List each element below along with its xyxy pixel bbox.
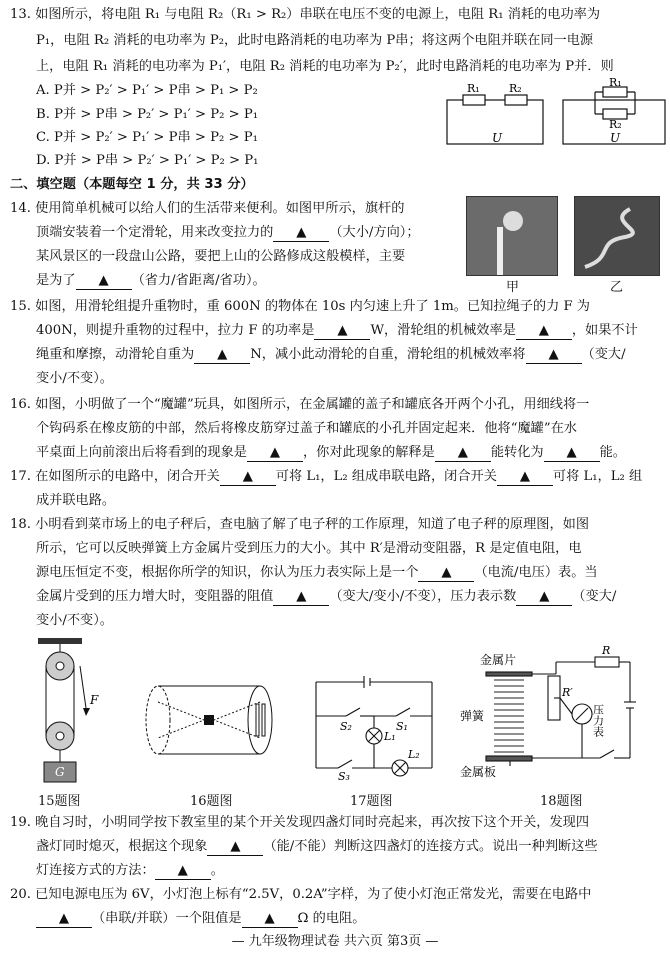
answer-blank: ▲ (516, 323, 572, 340)
answer-blank: ▲ (220, 469, 276, 486)
metal-sheet-label: 金属片 (480, 653, 517, 667)
answer-blank: ▲ (526, 347, 582, 364)
fig16-caption: 16题图 (190, 794, 233, 809)
lamp-l2-label: L₂ (408, 748, 420, 761)
answer-blank: ▲ (418, 565, 474, 582)
answer-blank: ▲ (497, 469, 553, 486)
q17-line1: 17. 在如图所示的电路中，闭合开关 ▲ 可将 L₁，L₂ 组成串联电路，闭合开关 ▲ 可将 L₁，L₂ 组 (10, 469, 643, 484)
q13-circuits-figure (445, 76, 670, 152)
answer-blank: ▲ (36, 911, 92, 928)
q13-line1: 13. 如图所示，将电阻 R₁ 与电阻 R₂（R₁ > R₂）串联在电压不变的电源上，电阻 R₁ 消耗的电功率为 (10, 7, 601, 22)
switch-s1-label: S₁ (396, 720, 408, 733)
answer-blank: ▲ (273, 589, 329, 606)
photo-mountain-road (574, 196, 660, 276)
weight-g-label: G (55, 765, 65, 779)
parallel-r2-label: R₂ (609, 118, 622, 131)
q14-line3: 某风景区的一段盘山公路，要把上山的公路修成这般模样，主要 (36, 249, 406, 264)
fig15-caption: 15题图 (38, 794, 81, 809)
photo-flagpole-pulley (466, 196, 558, 276)
q18-line3: 源电压恒定不变，根据你所学的知识，你认为压力表实际上是一个 ▲ （电流/电压）表。当 (36, 565, 598, 580)
section-fill-in-title: 二、填空题（本题每空 1 分，共 33 分） (10, 177, 254, 192)
fig17-caption: 17题图 (350, 794, 393, 809)
q13-option-d: D. P并 > P串 > P₂′ > P₁′ > P₂ > P₁ (36, 153, 259, 168)
q20-line2: ▲ （串联/并联）一个阻值是 ▲ Ω 的电阻。 (36, 908, 365, 930)
q14-line1: 14. 使用简单机械可以给人们的生活带来便利。如图甲所示，旗杆的 (10, 201, 405, 216)
q16-line1: 16. 如图，小明做了一个“魔罐”玩具，如图所示，在金属罐的盖子和罐底各开两个小孔，用细线将一 (10, 397, 590, 412)
q15-line4: 变小/不变）。 (36, 371, 113, 386)
q19-line3: 灯连接方式的方法： ▲ 。 (36, 863, 224, 878)
series-u-label: U (492, 131, 503, 145)
answer-blank: ▲ (194, 347, 250, 364)
fig16-magic-can (140, 680, 280, 760)
rheostat-rprime-label: R′ (562, 686, 573, 699)
spring-label: 弹簧 (460, 709, 485, 723)
q15-line2: 400N，则提升重物的过程中，拉力 F 的功率是 ▲ W，滑轮组的机械效率是 ▲ ，如果不计 (36, 323, 638, 338)
parallel-u-label: U (610, 131, 621, 145)
answer-blank: ▲ (273, 225, 329, 242)
q13-option-c: C. P并 > P₂′ > P₁′ > P串 > P₂ > P₁ (36, 130, 258, 145)
q13-option-a: A. P并 > P₂′ > P₁′ > P串 > P₁ > P₂ (36, 83, 258, 98)
q14-line2: 顶端安装着一个定滑轮，用来改变拉力的 ▲ （大小/方向）； (36, 225, 420, 240)
q18-line2: 所示，它可以反映弹簧上方金属片受到压力的大小。其中 R′是滑动变阻器，R 是定值电阻，电 (36, 541, 582, 556)
series-r2-label: R₂ (509, 82, 522, 95)
resistor-r-label: R (602, 644, 611, 657)
series-r1-label: R₁ (467, 82, 480, 95)
q13-line2: P₁，电阻 R₂ 消耗的电功率为 P₂，此时电路消耗的电功率为 P串；将这两个电阻并联在同一电源 (36, 33, 594, 48)
q14-line4: 是为了 ▲ （省力/省距离/省功）。 (36, 273, 266, 288)
q20-line1: 20. 已知电源电压为 6V，小灯泡上标有“2.5V，0.2A”字样，为了使小灯泡正常发光，需要在电路中 (10, 887, 592, 902)
q18-line1: 18. 小明看到菜市场上的电子秤后，查电脑了解了电子秤的工作原理，知道了电子秤的原理图，如图 (10, 517, 590, 532)
q19-line1: 19. 晚自习时，小明同学按下教室里的某个开关发现四盏灯同时亮起来，再次按下这个开关，发现四 (10, 815, 590, 830)
force-f-label: F (90, 693, 99, 707)
answer-blank: ▲ (314, 323, 370, 340)
q17-line2: 成并联电路。 (36, 493, 116, 508)
q15-line3: 绳重和摩擦，动滑轮自重为 ▲ N，减小此动滑轮的自重，滑轮组的机械效率将 ▲ （变大/ (36, 347, 626, 362)
q18-line4: 金属片受到的压力增大时，变阻器的阻值 ▲ （变大/变小/不变），压力表示数 ▲ （变大/ (36, 589, 617, 604)
answer-blank: ▲ (207, 839, 263, 856)
lamp-l1-label: L₁ (384, 730, 396, 743)
answer-blank: ▲ (155, 863, 211, 880)
switch-s3-label: S₃ (338, 770, 350, 783)
answer-blank: ▲ (247, 445, 303, 462)
q19-line2: 盏灯同时熄灭，根据这个现象 ▲ （能/不能）判断这四盏灯的连接方式。说出一种判断这些 (36, 839, 598, 854)
fig18-electronic-scale (460, 644, 650, 782)
fig15-pulley-system (28, 638, 108, 784)
q15-line1: 15. 如图，用滑轮组提升重物时，重 600N 的物体在 10s 内匀速上升了 1m。已知拉绳子的力 F 为 (10, 299, 590, 314)
q13-option-b: B. P并 > P串 > P₂′ > P₁′ > P₂ > P₁ (36, 107, 258, 122)
answer-blank: ▲ (516, 589, 572, 606)
switch-s2-label: S₂ (340, 720, 352, 733)
figure-jia-label: 甲 (506, 280, 520, 295)
q13-line3: 上，电阻 R₁ 消耗的电功率为 P₁′，电阻 R₂ 消耗的电功率为 P₂′，此时电路消耗的电功率为 P并．则 (36, 59, 614, 74)
page-footer: — 九年级物理试卷 共六页 第3页 — (231, 934, 439, 949)
pressure-meter-label: 压力表 (591, 704, 605, 737)
q18-line5: 变小/不变）。 (36, 613, 113, 628)
answer-blank: ▲ (544, 445, 600, 462)
parallel-r1-label: R₁ (609, 76, 622, 89)
q16-line2: 个钩码系在橡皮筋的中部，然后将橡皮筋穿过盖子和罐底的小孔并固定起来．他将“魔罐”在水 (36, 421, 577, 436)
fig18-caption: 18题图 (540, 794, 583, 809)
q16-line3: 平桌面上向前滚出后将看到的现象是 ▲ ，你对此现象的解释是 ▲ 能转化为 ▲ 能。 (36, 445, 626, 460)
answer-blank: ▲ (435, 445, 491, 462)
answer-blank: ▲ (242, 911, 298, 928)
fig17-circuit (312, 668, 440, 783)
figure-yi-label: 乙 (610, 280, 624, 295)
answer-blank: ▲ (76, 273, 132, 290)
metal-plate-label: 金属板 (460, 765, 497, 779)
